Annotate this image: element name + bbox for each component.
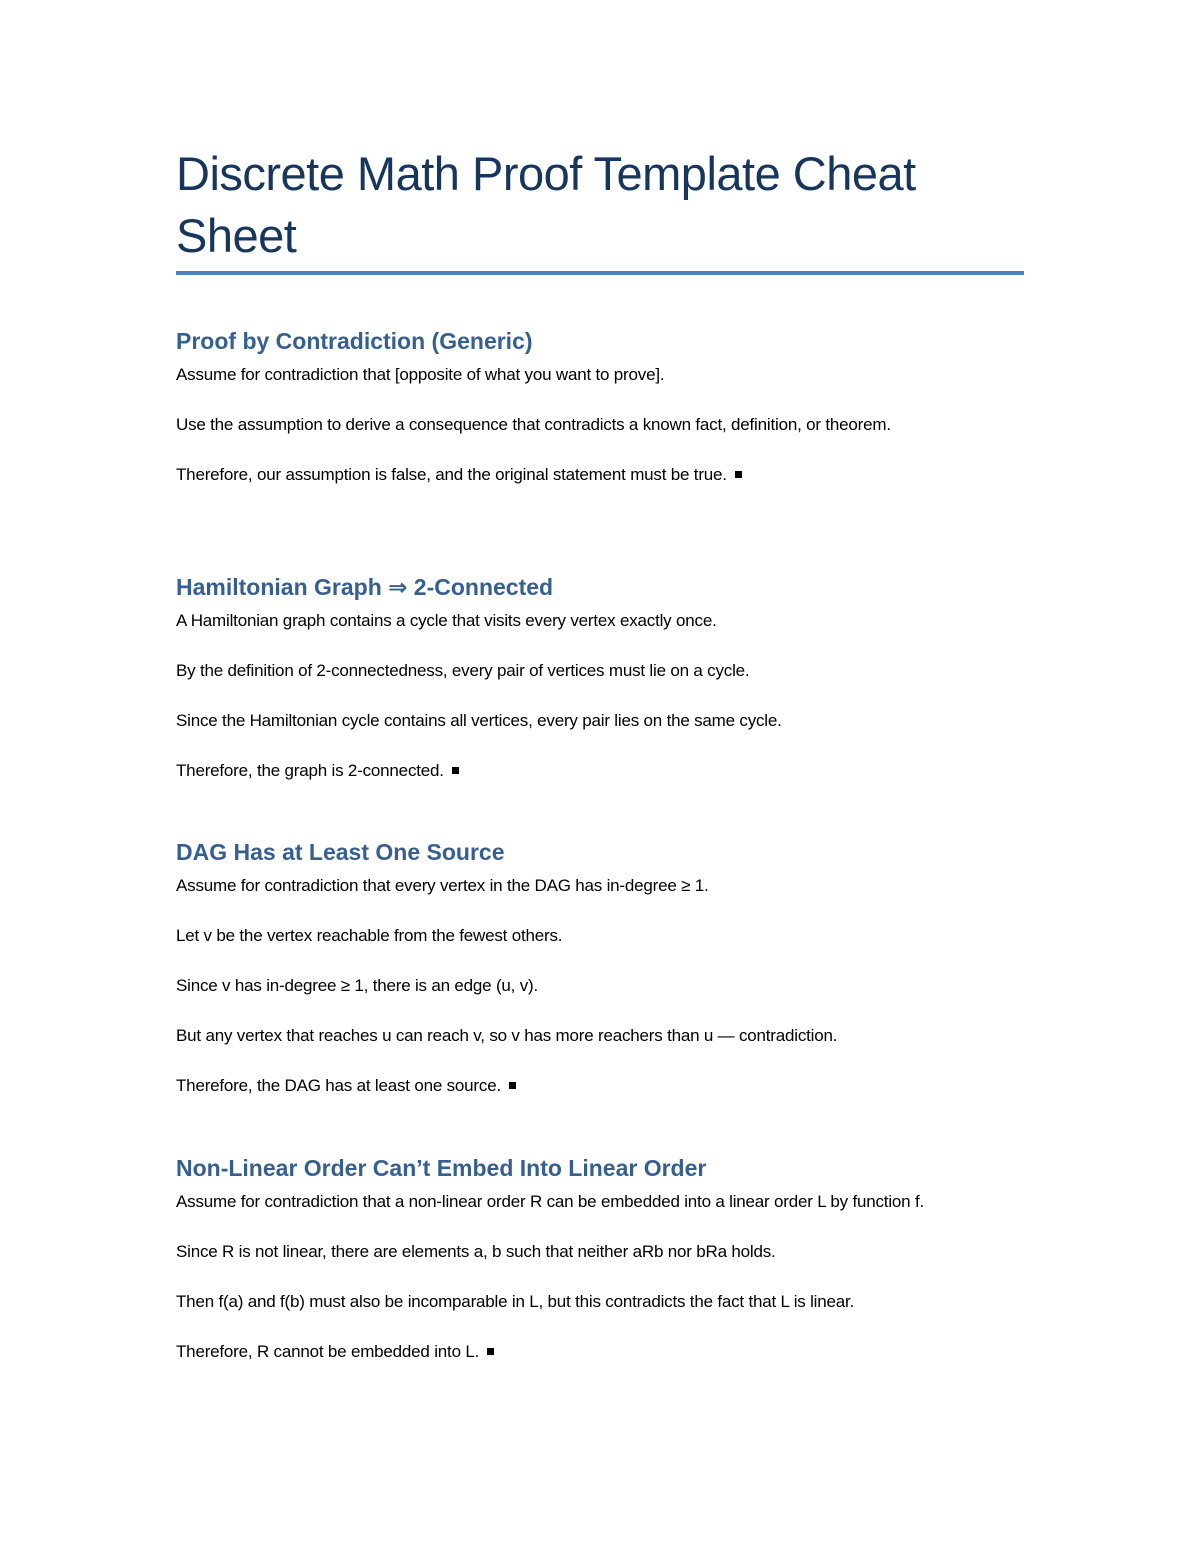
paragraph: Since v has in-degree ≥ 1, there is an edge (u, v). (176, 976, 538, 995)
paragraph (176, 459, 1024, 490)
qed-square-icon (487, 1348, 494, 1355)
section-heading: Non-Linear Order Can’t Embed Into Linear Order (176, 1155, 707, 1181)
paragraph: Use the assumption to derive a consequence that contradicts a known fact, definition, or theorem. (176, 415, 891, 434)
section-heading: DAG Has at Least One Source (176, 839, 505, 865)
paragraph-text: Therefore, the DAG has at least one source. (176, 1076, 501, 1095)
document-page (176, 0, 1024, 1553)
paragraph: Since R is not linear, there are elements a, b such that neither aRb nor bRa holds. (176, 1242, 776, 1261)
section-dag-source (176, 834, 1024, 1120)
paragraph: Then f(a) and f(b) must also be incomparable in L, but this contradicts the fact that L is linear. (176, 1292, 855, 1311)
section-heading: Proof by Contradiction (Generic) (176, 328, 533, 354)
paragraph: Assume for contradiction that [opposite of what you want to prove]. (176, 365, 665, 384)
paragraph (176, 1336, 1024, 1367)
paragraph: Assume for contradiction that a non-linear order R can be embedded into a linear order L by function f. (176, 1192, 924, 1211)
title-divider (176, 271, 1024, 275)
paragraph-text: Therefore, our assumption is false, and the original statement must be true. (176, 465, 727, 484)
qed-square-icon (735, 471, 742, 478)
paragraph (176, 1070, 1024, 1101)
paragraph-text: Therefore, R cannot be embedded into L. (176, 1342, 480, 1361)
paragraph: Let v be the vertex reachable from the fewest others. (176, 926, 563, 945)
document-title: Discrete Math Proof Template Cheat Sheet (176, 147, 916, 262)
paragraph (176, 755, 1024, 786)
paragraph: Since the Hamiltonian cycle contains all vertices, every pair lies on the same cycle. (176, 711, 782, 730)
paragraph: Assume for contradiction that every vertex in the DAG has in-degree ≥ 1. (176, 876, 709, 895)
paragraph: A Hamiltonian graph contains a cycle that visits every vertex exactly once. (176, 611, 717, 630)
paragraph-text: Therefore, the graph is 2-connected. (176, 761, 444, 780)
paragraph: But any vertex that reaches u can reach v, so v has more reachers than u — contradiction. (176, 1026, 838, 1045)
paragraph: By the definition of 2-connectedness, every pair of vertices must lie on a cycle. (176, 661, 750, 680)
section-proof-by-contradiction (176, 323, 1024, 509)
section-heading: Hamiltonian Graph ⇒ 2-Connected (176, 574, 554, 600)
qed-square-icon (509, 1082, 516, 1089)
section-nonlinear-order (176, 1150, 1024, 1386)
qed-square-icon (452, 767, 459, 774)
section-hamiltonian-graph (176, 569, 1024, 805)
